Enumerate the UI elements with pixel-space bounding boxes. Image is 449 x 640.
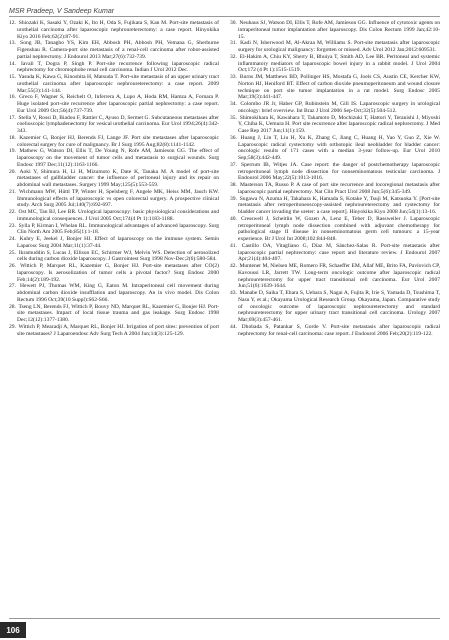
reference-number: 39. — [230, 195, 237, 202]
reference-item — [9, 236, 219, 250]
reference-item — [230, 115, 440, 135]
reference-text: Muntener M, Nielsen ME, Romero FR, Schaeffer EM, Allaf ME, Brito FA, Pavlovich CP, Kavoussi LR, Jarrett TW. Long-term oncologic outcome after laparoscopic radical nephroureterectomy for upper tract transitional cell carcinoma. Eur Urol 2007 Jun;51(6):1639-1644. — [238, 263, 440, 290]
reference-text: Colombo JR Jr, Haber GP, Rubinstein M, Gill IS. Laparoscopic surgery in urological oncology: brief overview. Int Braz J Urol 2006 Sep-Oct;32(5):504-512. — [238, 101, 441, 114]
reference-number: 15. — [9, 74, 16, 80]
reference-item — [230, 216, 440, 243]
reference-item — [9, 304, 219, 324]
reference-item — [9, 135, 219, 149]
reference-number: 34. — [230, 101, 237, 107]
reference-text: Manabe D, Saika T, Ebara S, Uehara S, Nagai A, Fujita R, Irie S, Yamada D, Tsushima T, Nasu Y, et al.; Okayama Urological Research Group. Okayama, Japan. Comparative study of oncologic outcome of laparoscopic nephroureterectomy and standard nephroureterectomy for upper urinary tract transitional cell carcinoma. Urology 2007 Mar;69(3):457-461. — [238, 290, 440, 323]
reference-item — [230, 324, 440, 338]
reference-text: Sperrum IB, Witjes JA. Case report: the danger of postchemotherapy laparoscopic retroperitoneal lymph node dissection for nonseminomatous testicular carcinoma. J Endourol 2006 May;22(5):1013-1016. — [238, 161, 440, 182]
reference-text: Song JB, Tanagho YS, Kim EH, Abbosh PH, Abbosh PH, Vemana G, Sherburne Figenshau R. Camera-port site metastasis of a renal-cell carcinoma after robot-assisted partial nephrectomy. J Endourol 2013 Mar;27(6):732-739. — [17, 40, 220, 60]
reference-number: 40. — [230, 215, 237, 222]
reference-item — [230, 182, 440, 196]
reference-item — [9, 263, 219, 283]
header-rule — [9, 16, 440, 17]
reference-number: 24. — [9, 236, 16, 242]
reference-item — [230, 74, 440, 101]
reference-item — [9, 74, 219, 94]
reference-text: Stella V, Rossi D, Biadou F, Rattier C, Ayuso D, Sermet G. Subcutaneous metastases after coelioscopic lymphadenectomy for vesical urothelial carcinoma. Eur Urol 1994;26(4):342-343. — [17, 114, 219, 134]
reference-number: 33. — [230, 74, 237, 80]
reference-text: Neuhaus SJ, Watson DI, Ellis T, Rofe AM, Jamieson GG. Influence of cytotoxic agents on intraperitoneal tumor implantation after laparoscopy. Dis Colon Rectum 1999 Jan;42:10-15. — [238, 20, 441, 40]
reference-item — [9, 189, 219, 209]
reference-number: 16. — [9, 94, 16, 101]
reference-text: Wichmann MW, Hüttl TP, Winter H, Spelsberg F, Angele MK, Heiss MM, Jauch KW. Immunological effects of laparoscopic vs open colorectal surgery. A prospective clinical study. Arch Surg 2005 Jul;140(7):692-697. — [17, 188, 219, 209]
reference-text: El-Hakim A, Chiu KY, Sherry B, Bhuiya T, Smith AD, Lee BR. Peritoneal and systemic inflammatory mediators of laparoscopic bowel injury in a rabbit model. J Urol 2004 Oct;172 (4 Pt 1):1515-1519. — [238, 53, 441, 74]
reference-number: 37. — [230, 161, 237, 168]
reference-item — [230, 162, 440, 182]
reference-number: 38. — [230, 182, 237, 188]
reference-item — [9, 283, 219, 303]
reference-item — [230, 40, 440, 54]
reference-text: Huang J, Lin T, Liu H, Xu K, Zhang C, Jiang C, Huang H, Yao Y, Guo Z, Xie W. Laparoscopic radical cystectomy with orthotopic ileal neobladder for bladder cancer: oncologic results of 171 cases with a median 3-year follow-up. Eur Urol 2010 Sep;58(3):442-449. — [238, 134, 440, 161]
reference-text: Mathew G, Watson DI, Ellis T, De Young N, Rofe AM, Jamieson GG. The effect of laparoscopy on the movement of tumor cells and metastasis to surgical wounds. Surg Endosc 1997 Dec;11(12):1163-1166. — [17, 148, 219, 168]
reference-item — [230, 196, 440, 216]
reference-number: 42. — [230, 263, 237, 269]
running-header — [9, 3, 440, 15]
reference-number: 12. — [9, 20, 16, 26]
reference-text: Dhobada S, Patankar S, Gorde V. Port-site metastasis after laparoscopic radical nephrectomy for renal-cell carcinoma: case report. J Endourol 2006 Feb;20(2):119-122. — [238, 323, 440, 337]
reference-number: 13. — [9, 40, 16, 47]
reference-item — [9, 223, 219, 237]
reference-number: 44. — [230, 323, 237, 330]
reference-number: 19. — [9, 148, 16, 155]
reference-text: Castillo OA, Vitagliano G, Díaz M, Sánchez-Salas R. Port-site metastasis after laparoscopic partial nephrectomy: case report and literature review. J Endourol 2007 Apr;21(4):404-407. — [238, 242, 440, 263]
reference-text: Iavali T, Dogra P, Singh P. Port-site recurrence following laparoscopic radical nephrectomy for chromophobe renal cell carcinoma. Indian J Urol 2012 Dec. — [17, 60, 219, 74]
reference-item — [9, 324, 219, 338]
reference-item — [9, 94, 219, 114]
reference-item — [230, 290, 440, 324]
reference-text: Kazemier G, Bonjer HJ, Berends FJ, Lange JF. Port site metastases after laparoscopic colorectal surgery for cure of malignancy. Br J Surg 1995 Aug;82(8):1141-1142. — [17, 134, 220, 148]
reference-number: 21. — [9, 188, 16, 195]
reference-item — [230, 20, 440, 40]
reference-number: 18. — [9, 134, 16, 141]
references-column-right — [230, 20, 440, 616]
reference-item — [9, 169, 219, 189]
reference-item — [9, 250, 219, 264]
reference-text: Masterson TA, Russo P. A case of port site recurrence and locoregional metastasis after laparoscopic partial nephrectomy. Nat Clin Pract Urol 2008 Jun;5(6):345-349. — [238, 182, 440, 195]
reference-text: Sylla P, Kirman I, Whelan RL. Immunological advantages of advanced laparoscopy. Surg Clin North Am 2005 Feb;85(1):1-18. — [17, 222, 219, 236]
reference-number: 25. — [9, 249, 16, 256]
reference-number: 27. — [9, 283, 16, 290]
reference-text: Wittich P, Mearadji A, Marquet RL, Bonjer HJ. Irrigation of port sites: prevention of port site metastases? J Laparoendosc Adv Surg Tech A 2004 Jun;14(3):125-129. — [17, 323, 219, 337]
reference-text: Yasuda K, Kawa G, Kinoshita H, Matsuda T. Port-site metastasis of an upper urinary tract urothelial carcinoma after laparoscopic nephroureterectomy: a case report. 2009 Mar;55(3):141-144. — [17, 74, 220, 94]
reference-number: 41. — [230, 242, 237, 249]
reference-text: Burns JM, Matthews BD, Pollinger HS, Mostafa G, Joels CS, Austin CE, Kercher KW, Norton HJ, Heniford BT. Effect of carbon dioxide pneumoperitoneum and wound closure technique on port site tumor implantation in a rat model. Surg Endosc 2005 Mar;19(3):441-447. — [238, 74, 440, 101]
reference-number: 28. — [9, 303, 16, 310]
reference-text: Kuhry E, Jeekel J, Bonjer HJ. Effect of laparoscopy on the immune system. Semin Laparosc Surg 2004 Mar;11(1):37-44. — [17, 236, 219, 249]
reference-number: 36. — [230, 134, 237, 141]
reference-number: 31. — [230, 40, 237, 47]
reference-text: Shiozaki K, Sasaki Y, Ozaki K, Ito H, Oda S, Fujikata S, Kan M. Port-site metastasis of urothelial carcinoma after laparoscopic nephroureterectomy: a case report. Hinyokika Kiyo 2016 Feb;62(2):87-91. — [17, 20, 219, 40]
reference-text: Aoki Y, Shimura H, Li H, Mizumoto K, Date K, Tanaka M. A model of port-site metastases of gallbladder cancer: the influence of peritoneal injury and its repair on abdominal wall metastases. Surgery 1999 May;125(5):553-559. — [17, 168, 219, 188]
reference-text: Ost MC, Tan BJ, Lee BR. Urological laparoscopy: basic physiological considerations and immunological consequences. J Urol 2005 Oct;174(4 Pt 1):1183-1188. — [17, 209, 220, 222]
reference-text: Wittich P, Marquet RL, Kazemier G, Bonjer HJ. Port-site metastases after CO(2) laparoscopy. Is aerosolization of tumor cells a pivotal factor? Surg Endosc 2000 Feb;14(2):189-192. — [17, 263, 219, 283]
reference-number: 26. — [9, 263, 16, 269]
references-column-left — [9, 20, 219, 616]
reference-number: 23. — [9, 222, 16, 229]
footer-rule — [9, 618, 440, 619]
references-body — [9, 20, 440, 616]
reference-number: 17. — [9, 114, 16, 121]
reference-item — [9, 209, 219, 223]
reference-text: Greco F, Wagner S, Reichelt O, Inferrera A, Lupo A, Hoda RM, Hamza A, Fornara P. Huge isolated port-site recurrence after laparoscopic partial nephrectomy: a case report. Eur Urol 2009 Oct;56(4):737-739. — [17, 94, 219, 114]
reference-text: Sugawa N, Azuma H, Takahara K, Hamada S, Kotake Y, Tsuji M, Katsuoka Y. [Port-site metastasis after retroperitoneoscopy-assisted nephroureterectomy and cystectomy for bladder cancer invading the ureter: a case report]. Hinyokika Kiyo 2008 Jun;54(1):13-16. — [238, 195, 440, 215]
reference-number: 14. — [9, 60, 16, 67]
reference-item — [9, 61, 219, 75]
reference-number: 30. — [230, 20, 237, 26]
reference-item — [9, 115, 219, 135]
reference-item — [230, 263, 440, 290]
reference-number: 29. — [9, 323, 16, 330]
header-authors: MSR Pradeep, V Sandeep Kumar — [9, 8, 115, 15]
reference-item — [230, 243, 440, 263]
reference-item — [9, 20, 219, 40]
reference-text: Shimokihara K, Kawahara T, Takamoto D, Mochizuki T, Hattori Y, Teranishi J, Miyoshi Y, Chiba K, Uemura H. Port site recurrence after laparoscopic radical nephrectomy. J Med Case Rep 2017 Jun;11(1):159. — [238, 114, 440, 134]
reference-text: Ikramuddin S, Lucas J, Ellison EC, Schirmer WJ, Melvin WS. Detection of aerosolized cells during carbon dioxide laparoscopy. J Gastrointest Surg 1998 Nov-Dec;2(6):580-584. — [17, 249, 219, 263]
reference-item — [9, 40, 219, 60]
reference-text: Hewett PJ, Thomas WM, King G, Eaton M. Intraperitoneal cell movement during abdominal carbon dioxide insufflation and laparoscopy. An in vivo model. Dis Colon Rectum 1996 Oct;39(10 Suppl):S62-S66. — [17, 283, 220, 303]
reference-item — [230, 135, 440, 162]
page-number: 106 — [0, 622, 26, 638]
reference-number: 43. — [230, 290, 237, 296]
reference-number: 32. — [230, 53, 237, 60]
reference-number: 20. — [9, 168, 16, 175]
reference-item — [9, 148, 219, 168]
reference-number: 22. — [9, 209, 16, 215]
reference-number: 35. — [230, 114, 237, 121]
reference-text: Kadi N, Isherwood M, Al-Akraa M, Williams S. Port-site metastasis after laparoscopic surgery for urological malignancy: forgotten or missed. Adv Urol 2012 Jan;2012:609531. — [238, 40, 441, 53]
reference-text: Tseng LN, Berends FJ, Wittich P, Bouvy ND, Marquet RL, Kazemier G, Bonjer HJ. Port-site metastases. Impact of local tissue trauma and gas leakage. Surg Endosc 1998 Dec;12(12):1377-1380. — [17, 303, 219, 323]
reference-item — [230, 101, 440, 115]
reference-item — [230, 54, 440, 74]
reference-text: Cresswell J, Scheitlin W, Gozen A, Lenz E, Teber D, Rassweiler J. Laparoscopic retroperitoneal lymph node dissection combined with adjuvant chemotherapy for pathological stage II disease in nonseminomatous germ cell tumours: a 15-year experience. Br J Urol Int 2008;102:844-848. — [238, 215, 440, 242]
